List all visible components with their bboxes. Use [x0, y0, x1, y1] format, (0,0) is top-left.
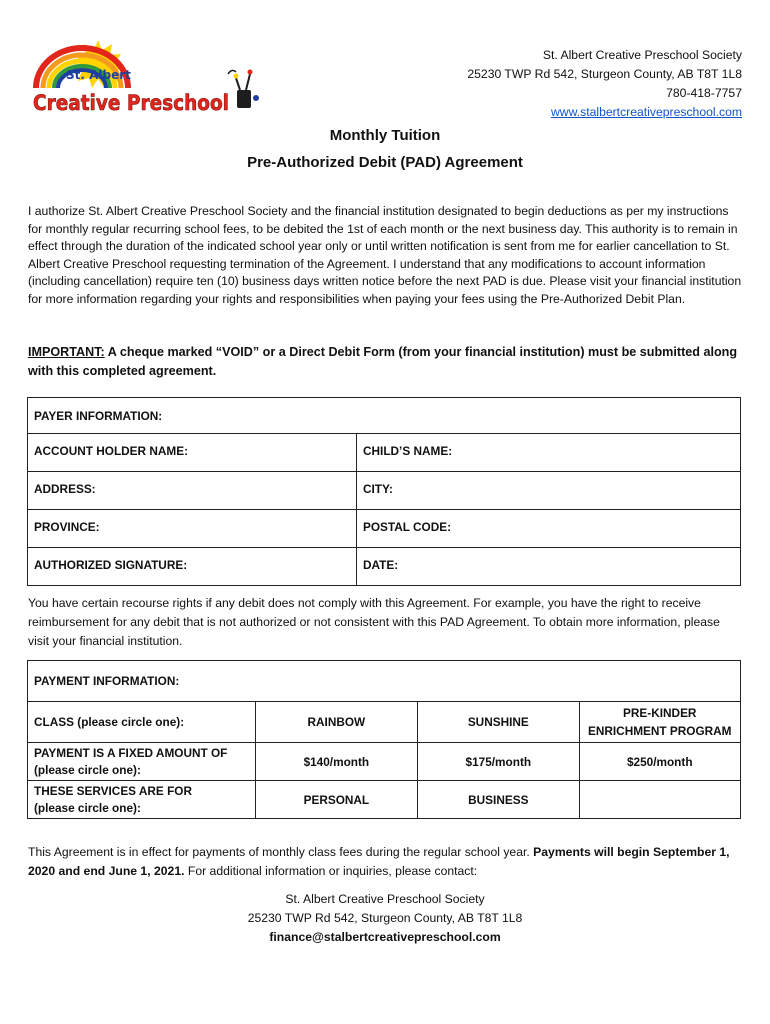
logo-graphic	[30, 38, 266, 128]
amount-option-140[interactable]: $140/month	[255, 743, 417, 781]
payer-heading: PAYER INFORMATION:	[28, 398, 741, 434]
address-field[interactable]: ADDRESS:	[28, 472, 357, 510]
class-option-pre-kinder[interactable]: PRE-KINDER ENRICHMENT PROGRAM	[579, 702, 740, 743]
services-label-line2: (please circle one):	[34, 800, 141, 815]
amount-label	[28, 743, 256, 781]
class-option-sunshine[interactable]: SUNSHINE	[418, 702, 579, 743]
date-field[interactable]: DATE:	[357, 548, 741, 586]
header-address: 25230 TWP Rd 542, Sturgeon County, AB T8T 1L8	[467, 67, 742, 81]
effect-text: This Agreement is in effect for payments of monthly class fees during the regular school year.	[28, 845, 534, 859]
important-label: IMPORTANT:	[28, 345, 105, 359]
website-link[interactable]: www.stalbertcreativepreschool.com	[550, 105, 742, 119]
city-field[interactable]: CITY:	[357, 472, 741, 510]
important-text: A cheque marked “VOID” or a Direct Debit Form (from your financial institution) must be submitted along with this completed agreement.	[28, 345, 738, 378]
agreement-effect-paragraph	[28, 843, 742, 881]
postal-code-field[interactable]: POSTAL CODE:	[357, 510, 741, 548]
footer-org-name: St. Albert Creative Preschool Society	[285, 892, 485, 906]
footer-address: 25230 TWP Rd 542, Sturgeon County, AB T8T 1L8	[247, 911, 523, 925]
payment-heading: PAYMENT INFORMATION:	[28, 661, 741, 702]
province-field[interactable]: PROVINCE:	[28, 510, 357, 548]
services-option-personal[interactable]: PERSONAL	[255, 781, 417, 819]
logo-line2: Creative Preschool	[33, 91, 229, 115]
payer-information-table	[27, 397, 741, 586]
account-holder-name-field[interactable]: ACCOUNT HOLDER NAME:	[28, 434, 357, 472]
effect-dates: Payments will begin September 1, 2020 and end June 1, 2021.	[28, 845, 730, 878]
authorization-paragraph: I authorize St. Albert Creative Preschool Society and the financial institution designated to begin deductions as per my instructions for monthly regular recurring school fees, to be debited the 1st of each month or the next business day. This authority is to remain in effect through the duration of the indicated school year only or until written notification is sent from me for earlier cancellation to St. Albert Creative Preschool requesting termination of the Agreement. I understand that any modifications to account information (including cancellation) require ten (10) business days written notice before the next PAD is due. Please visit your financial institution for more information regarding your rights and responsibilities when paying your fees using the Pre-Authorized Debit Plan.	[28, 204, 742, 306]
finance-email[interactable]: finance@stalbertcreativepreschool.com	[269, 930, 501, 944]
services-option-business[interactable]: BUSINESS	[418, 781, 579, 819]
recourse-paragraph: You have certain recourse rights if any debit does not comply with this Agreement. For example, you have the right to receive reimbursement for any debit that is not authorized or not consistent with this PAD Agreement. To obtain more information, please visit your financial institution.	[28, 596, 720, 648]
amount-label-line1: PAYMENT IS A FIXED AMOUNT OF	[34, 745, 228, 760]
class-label: CLASS (please circle one):	[28, 702, 256, 743]
document-title: Monthly Tuition	[329, 127, 441, 144]
footer-contact-block	[0, 890, 770, 947]
header-org-name: St. Albert Creative Preschool Society	[542, 48, 742, 62]
logo-line1: St. Albert	[66, 68, 131, 82]
header-phone: 780-418-7757	[666, 86, 742, 100]
amount-option-250[interactable]: $250/month	[579, 743, 740, 781]
services-empty-cell	[579, 781, 740, 819]
preschool-logo	[30, 38, 266, 128]
effect-tail: For additional information or inquiries, please contact:	[184, 864, 478, 878]
important-notice	[28, 343, 744, 381]
childs-name-field[interactable]: CHILD’S NAME:	[357, 434, 741, 472]
paint-brush-icon	[228, 70, 259, 109]
document-subtitle: Pre-Authorized Debit (PAD) Agreement	[247, 154, 523, 171]
amount-option-175[interactable]: $175/month	[418, 743, 579, 781]
amount-label-line2: (please circle one):	[34, 762, 141, 777]
services-label	[28, 781, 256, 819]
payment-information-table	[27, 660, 741, 819]
header-contact-block	[402, 46, 742, 122]
authorized-signature-field[interactable]: AUTHORIZED SIGNATURE:	[28, 548, 357, 586]
services-label-line1: THESE SERVICES ARE FOR	[34, 783, 192, 798]
class-option-rainbow[interactable]: RAINBOW	[255, 702, 417, 743]
